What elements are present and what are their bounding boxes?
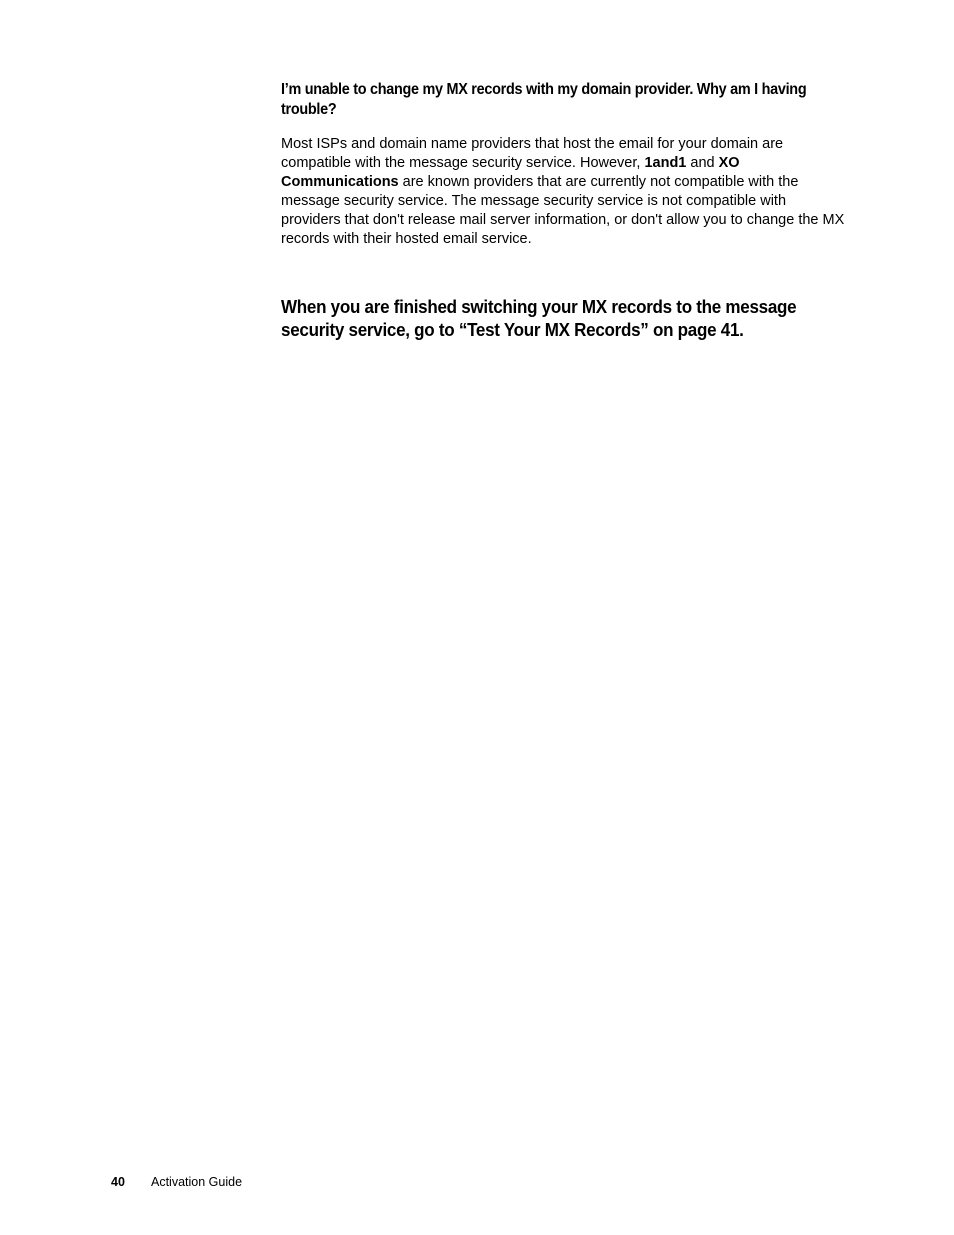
faq-answer-paragraph: [281, 135, 846, 249]
guide-title: Activation Guide: [151, 1175, 243, 1189]
page-number: 40: [111, 1175, 125, 1189]
page-footer: [111, 1174, 242, 1190]
faq-answer-text-1: Most ISPs and domain name providers that host the email for your domain are compatible with the message security service. However,: [281, 136, 784, 171]
faq-question-heading: I’m unable to change my MX records with my domain provider. Why am I having trouble?: [281, 81, 807, 118]
provider-1and1: 1and1: [644, 155, 687, 171]
faq-answer-text-3: are known providers that are currently not compatible with the message security service. The message security service is not compatible with providers that don't release mail server information, or don't allow you to change the MX records with their hosted email service.: [281, 174, 845, 247]
next-step-instruction: When you are finished switching your MX records to the message security service, go to “Test Your MX Records” on page 41.: [281, 296, 797, 340]
faq-answer-text-2: and: [686, 155, 719, 171]
page-content: [281, 80, 846, 341]
provider-xo-communications: XO Communications: [281, 155, 740, 190]
